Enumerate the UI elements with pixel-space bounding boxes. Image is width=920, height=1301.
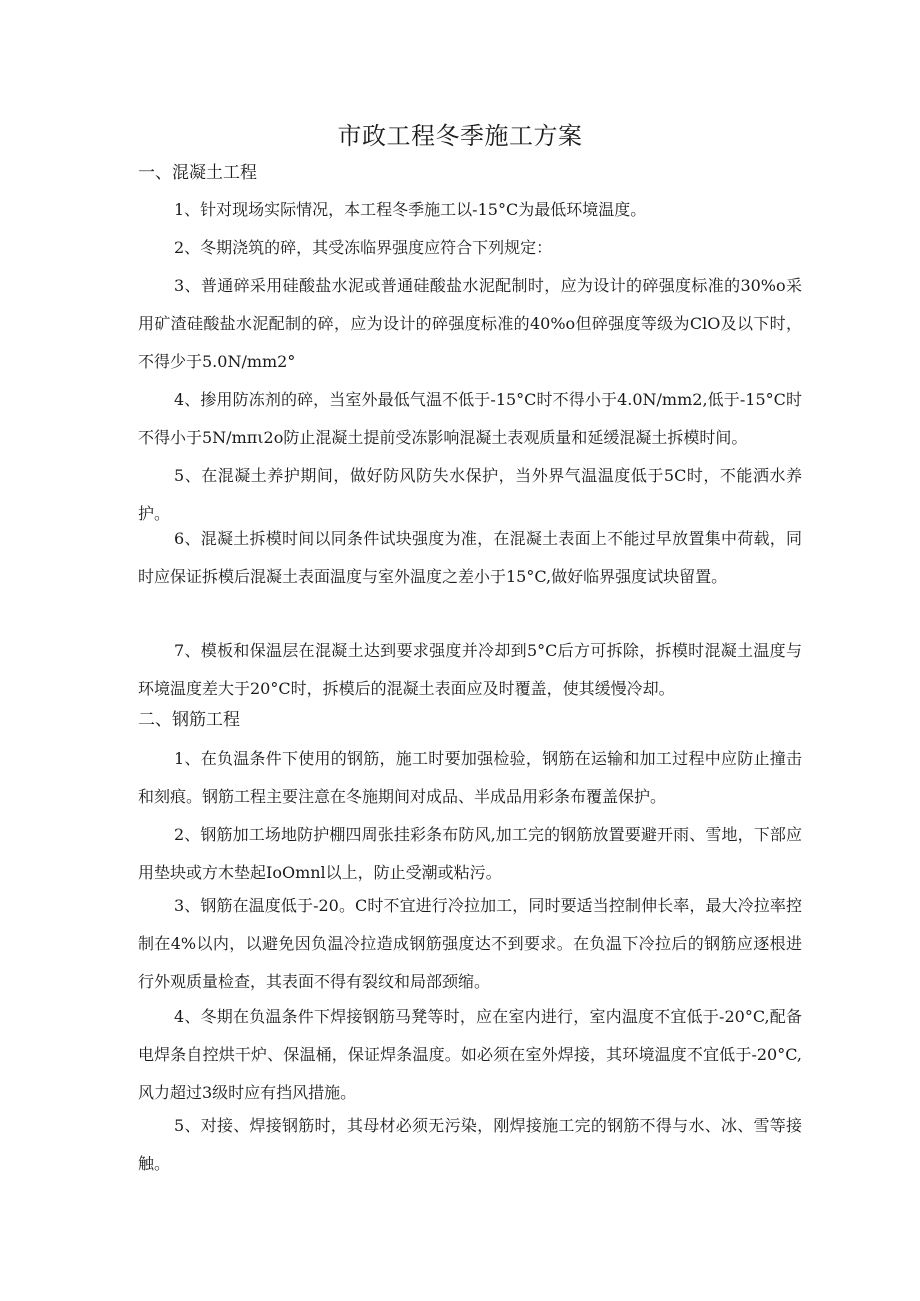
paragraph: 2、冬期浇筑的碎，其受冻临界强度应符合下列规定： xyxy=(174,238,553,257)
section-heading-rebar: 二、钢筋工程 xyxy=(138,710,240,730)
paragraph: 5、对接、焊接钢筋时，其母材必须无污染，刚焊接施工完的钢筋不得与水、冰、雪等接触。 xyxy=(138,1116,802,1173)
paragraph: 3、普通碎采用硅酸盐水泥或普通硅酸盐水泥配制时，应为设计的碎强度标准的30%o采用矿渣硅酸盐水泥配制的碎，应为设计的碎强度标准的40%o但碎强度等级为ClO及以下时，不得少于5.0N∕mm2° xyxy=(138,276,802,371)
paragraph: 7、模板和保温层在混凝土达到要求强度并冷却到5°C后方可拆除，拆模时混凝土温度与环境温度差大于20°C时，拆模后的混凝土表面应及时覆盖，使其缓慢冷却。 xyxy=(138,641,802,698)
paragraph: 1、在负温条件下使用的钢筋，施工时要加强检验，钢筋在运输和加工过程中应防止撞击和刻痕。钢筋工程主要注意在冬施期间对成品、半成品用彩条布覆盖保护。 xyxy=(138,749,802,806)
paragraph: 5、在混凝土养护期间，做好防风防失水保护，当外界气温温度低于5C时，不能洒水养护。 xyxy=(138,466,802,523)
section-heading-concrete: 一、混凝土工程 xyxy=(138,163,257,183)
paragraph: 4、冬期在负温条件下焊接钢筋马凳等时，应在室内进行，室内温度不宜低于-20°C,配备电焊条自控烘干炉、保温桶，保证焊条温度。如必须在室外焊接，其环境温度不宜低于-20°C,风力超过3级时应有挡风措施。 xyxy=(138,1007,802,1102)
paragraph: 2、钢筋加工场地防护棚四周张挂彩条布防风,加工完的钢筋放置要避开雨、雪地，下部应用垫块或方木垫起IoOmnl以上，防止受潮或粘污。 xyxy=(138,825,802,882)
paragraph: 1、针对现场实际情况，本工程冬季施工以-15°C为最低环境温度。 xyxy=(174,200,647,219)
paragraph: 4、掺用防冻剂的碎，当室外最低气温不低于-15°C时不得小于4.0N∕mm2,低于-15°C时不得小于5N∕mπι2o防止混凝土提前受冻影响混凝土表观质量和延缓混凝土拆模时间。 xyxy=(138,390,802,447)
paragraph: 6、混凝土拆模时间以同条件试块强度为准，在混凝土表面上不能过早放置集中荷载，同时应保证拆模后混凝土表面温度与室外温度之差小于15°C,做好临界强度试块留置。 xyxy=(138,529,802,586)
paragraph: 3、钢筋在温度低于-20。C时不宜进行冷拉加工，同时要适当控制伸长率，最大冷拉率控制在4%以内，以避免因负温冷拉造成钢筋强度达不到要求。在负温下冷拉后的钢筋应逐根进行外观质量检查，其表面不得有裂纹和局部颈缩。 xyxy=(138,896,802,991)
document-title: 市政工程冬季施工方案 xyxy=(337,122,583,150)
